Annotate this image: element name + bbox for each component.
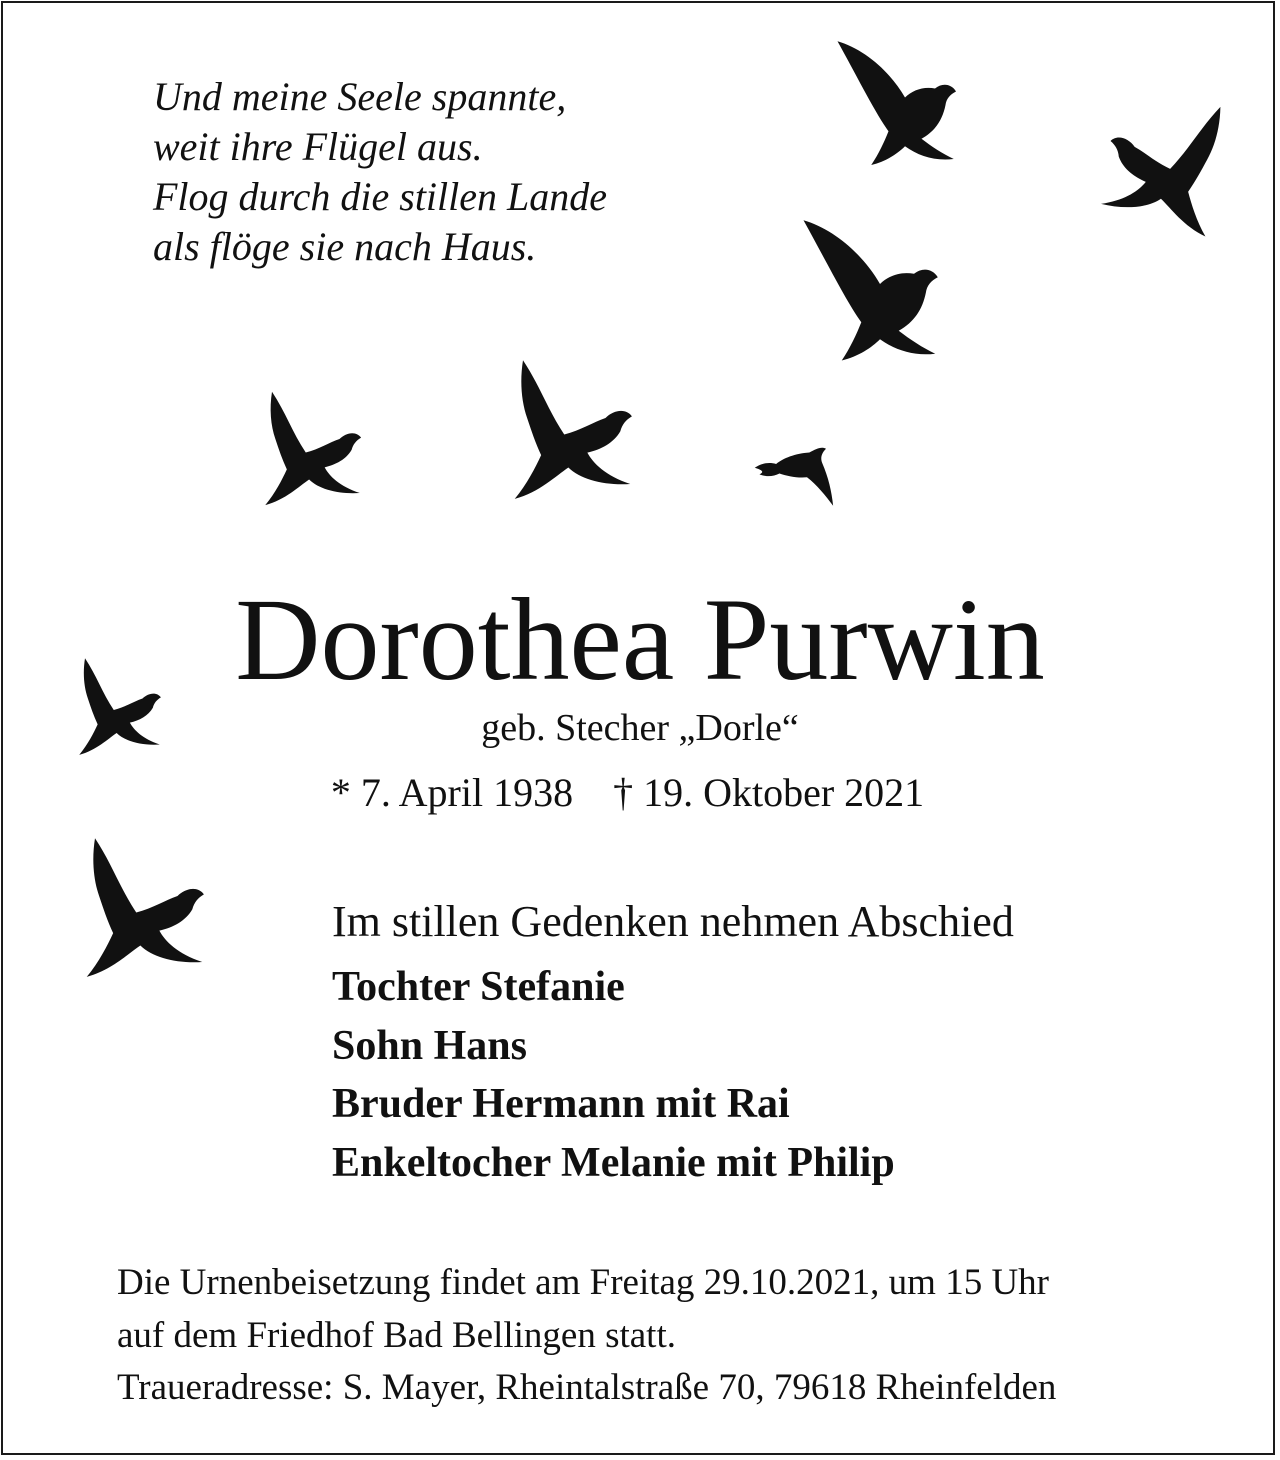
mourner-name: Sohn Hans	[332, 1022, 527, 1069]
poem-line: Flog durch die stillen Lande	[153, 174, 608, 219]
notice-line: Traueradresse: S. Mayer, Rheintalstraße 70, 79618 Rheinfelden	[117, 1367, 1057, 1408]
birth-date: * 7. April 1938	[330, 770, 574, 815]
poem-line: weit ihre Flügel aus.	[153, 124, 483, 169]
mourners-intro: Im stillen Gedenken nehmen Abschied	[332, 897, 1014, 946]
mourners-block	[332, 896, 1014, 1192]
deceased-name: Dorothea Purwin	[235, 574, 1045, 705]
mourner-name: Enkeltocher Melanie mit Philip	[332, 1139, 895, 1186]
poem-line: Und meine Seele spannte,	[153, 74, 567, 119]
death-date: † 19. Oktober 2021	[613, 770, 925, 815]
dove-silhouette-icon	[795, 205, 965, 380]
dove-silhouette-icon	[720, 425, 875, 520]
notice-line: Die Urnenbeisetzung findet am Freitag 29.10.2021, um 15 Uhr	[117, 1262, 1049, 1303]
dove-silhouette-icon	[62, 830, 227, 995]
poem	[153, 72, 607, 272]
mourner-name: Bruder Hermann mit Rai	[332, 1081, 790, 1127]
dove-silhouette-icon	[820, 30, 990, 180]
poem-line: als flöge sie nach Haus.	[153, 224, 537, 269]
life-dates	[0, 770, 1255, 816]
mourner-name: Tochter Stefanie	[332, 964, 625, 1010]
dove-silhouette-icon	[485, 352, 660, 517]
maiden-name: geb. Stecher „Dorle“	[481, 707, 799, 749]
notice-line: auf dem Friedhof Bad Bellingen statt.	[117, 1314, 676, 1356]
dove-silhouette-icon	[245, 365, 380, 540]
funeral-notice	[117, 1257, 1056, 1415]
